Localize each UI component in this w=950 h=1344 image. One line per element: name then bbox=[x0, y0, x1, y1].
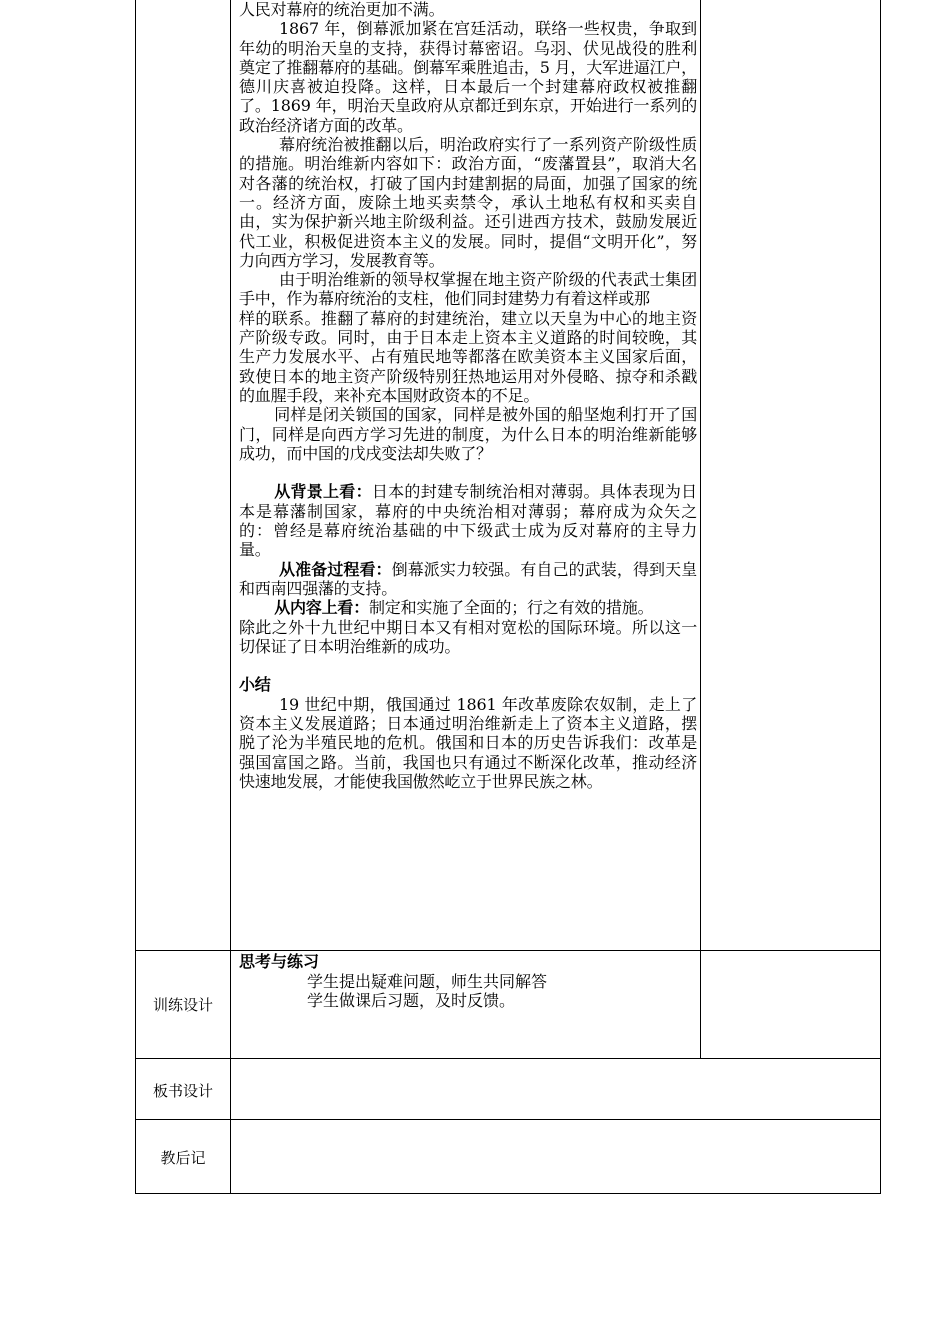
summary-heading: 小结 bbox=[239, 675, 271, 695]
paragraph-1867: 1867 年，倒幕派加紧在宫廷活动，联络一些权贵，争取到年幼的明治天皇的支持，获得讨幕密诏。乌羽、伏见战役的胜利奠定了推翻幕府的基础。倒幕军乘胜追击，5 月，大军进逼江户，德川庆喜被迫投降。这样，日本最后一个封建幕府政权被推翻了。1869 年，明治天皇政府从京都迁到东京，开始进行一系列的政治经济诸方面的改革。 bbox=[239, 19, 697, 135]
content-label: 从内容上看： bbox=[274, 598, 369, 618]
paragraph-preparation bbox=[239, 560, 697, 599]
training-line-2: 学生做课后习题，及时反馈。 bbox=[307, 991, 516, 1010]
row-divider-notes bbox=[136, 1119, 880, 1120]
column-divider-left bbox=[230, 0, 231, 1193]
training-cell bbox=[239, 952, 699, 1011]
background-text: 日本的封建专制统治相对薄弱。具体表现为日本是幕藩制国家，幕府的中央统治相对薄弱；幕府成为众矢之的：曾经是幕府统治基础的中下级武士成为反对幕府的主导力量。 bbox=[239, 482, 697, 560]
background-label: 从背景上看： bbox=[274, 482, 372, 502]
board-label: 板书设计 bbox=[152, 1082, 213, 1100]
column-divider-right bbox=[700, 0, 701, 1058]
paragraph-extra: 除此之外十九世纪中期日本又有相对宽松的国际环境。所以这一切保证了日本明治维新的成功。 bbox=[239, 617, 697, 656]
paragraph-background bbox=[239, 482, 697, 559]
summary-text: 19 世纪中期，俄国通过 1861 年改革废除农奴制，走上了资本主义发展道路；日本通过明治维新走上了资本主义道路，摆脱了沦为半殖民地的危机。俄国和日本的历史告诉我们：改革是强国富国之路。当前，我国也只有通过不断深化改革，推动经济快速地发展，才能使我国傲然屹立于世界民族之林。 bbox=[239, 694, 697, 791]
paragraph-intro: 人民对幕府的统治更加不满。 bbox=[239, 0, 445, 19]
main-content-cell bbox=[239, 0, 697, 791]
paragraph-dictatorship: 样的联系。推翻了幕府的封建统治，建立以天皇为中心的地主资产阶级专政。同时，由于日本走上资本主义道路的时间较晚，其生产力发展水平、占有殖民地等都落在欧美资本主义国家后面，致使日本的地主资产阶级特别狂热地运用对外侵略、掠夺和杀戳的血腥手段，来补充本国财政资本的不足。 bbox=[239, 308, 697, 405]
paragraph-content bbox=[239, 598, 697, 617]
training-heading: 思考与练习 bbox=[239, 952, 320, 971]
content-text: 制定和实施了全面的；行之有效的措施。 bbox=[369, 598, 654, 618]
paragraph-question: 同样是闭关锁国的国家，同样是被外国的船坚炮利打开了国门，同样是向西方学习先进的制度，为什么日本的明治维新能够成功，而中国的戊戌变法却失败了？ bbox=[239, 405, 697, 463]
notes-label: 教后记 bbox=[160, 1149, 206, 1167]
preparation-label: 从准备过程看： bbox=[279, 559, 392, 579]
paragraph-reforms: 幕府统治被推翻以后，明治政府实行了一系列资产阶级性质的措施。明治维新内容如下：政治方面，“废藩置县”，取消大名对各藩的统治权，打破了国内封建割据的局面，加强了国家的统一。经济方面，废除土地买卖禁令，承认土地私有权和买卖自由，实为保护新兴地主阶级利益。还引进西方技术，鼓励发展近代工业，积极促进资本主义的发展。同时，提倡“文明开化”，努力向西方学习，发展教育等。 bbox=[239, 135, 697, 270]
row-divider-board bbox=[136, 1058, 880, 1059]
training-line-1: 学生提出疑难问题，师生共同解答 bbox=[307, 971, 548, 991]
preparation-text: 倒幕派实力较强。有自己的武装，得到天皇和西南四强藩的支持。 bbox=[239, 559, 698, 598]
lesson-plan-table bbox=[135, 0, 881, 1194]
training-label: 训练设计 bbox=[152, 996, 213, 1014]
paragraph-leadership: 由于明治维新的领导权掌握在地主资产阶级的代表武士集团手中，作为幕府统治的支柱，他们同封建势力有着这样或那 bbox=[239, 270, 697, 309]
row-divider-training bbox=[136, 950, 880, 951]
